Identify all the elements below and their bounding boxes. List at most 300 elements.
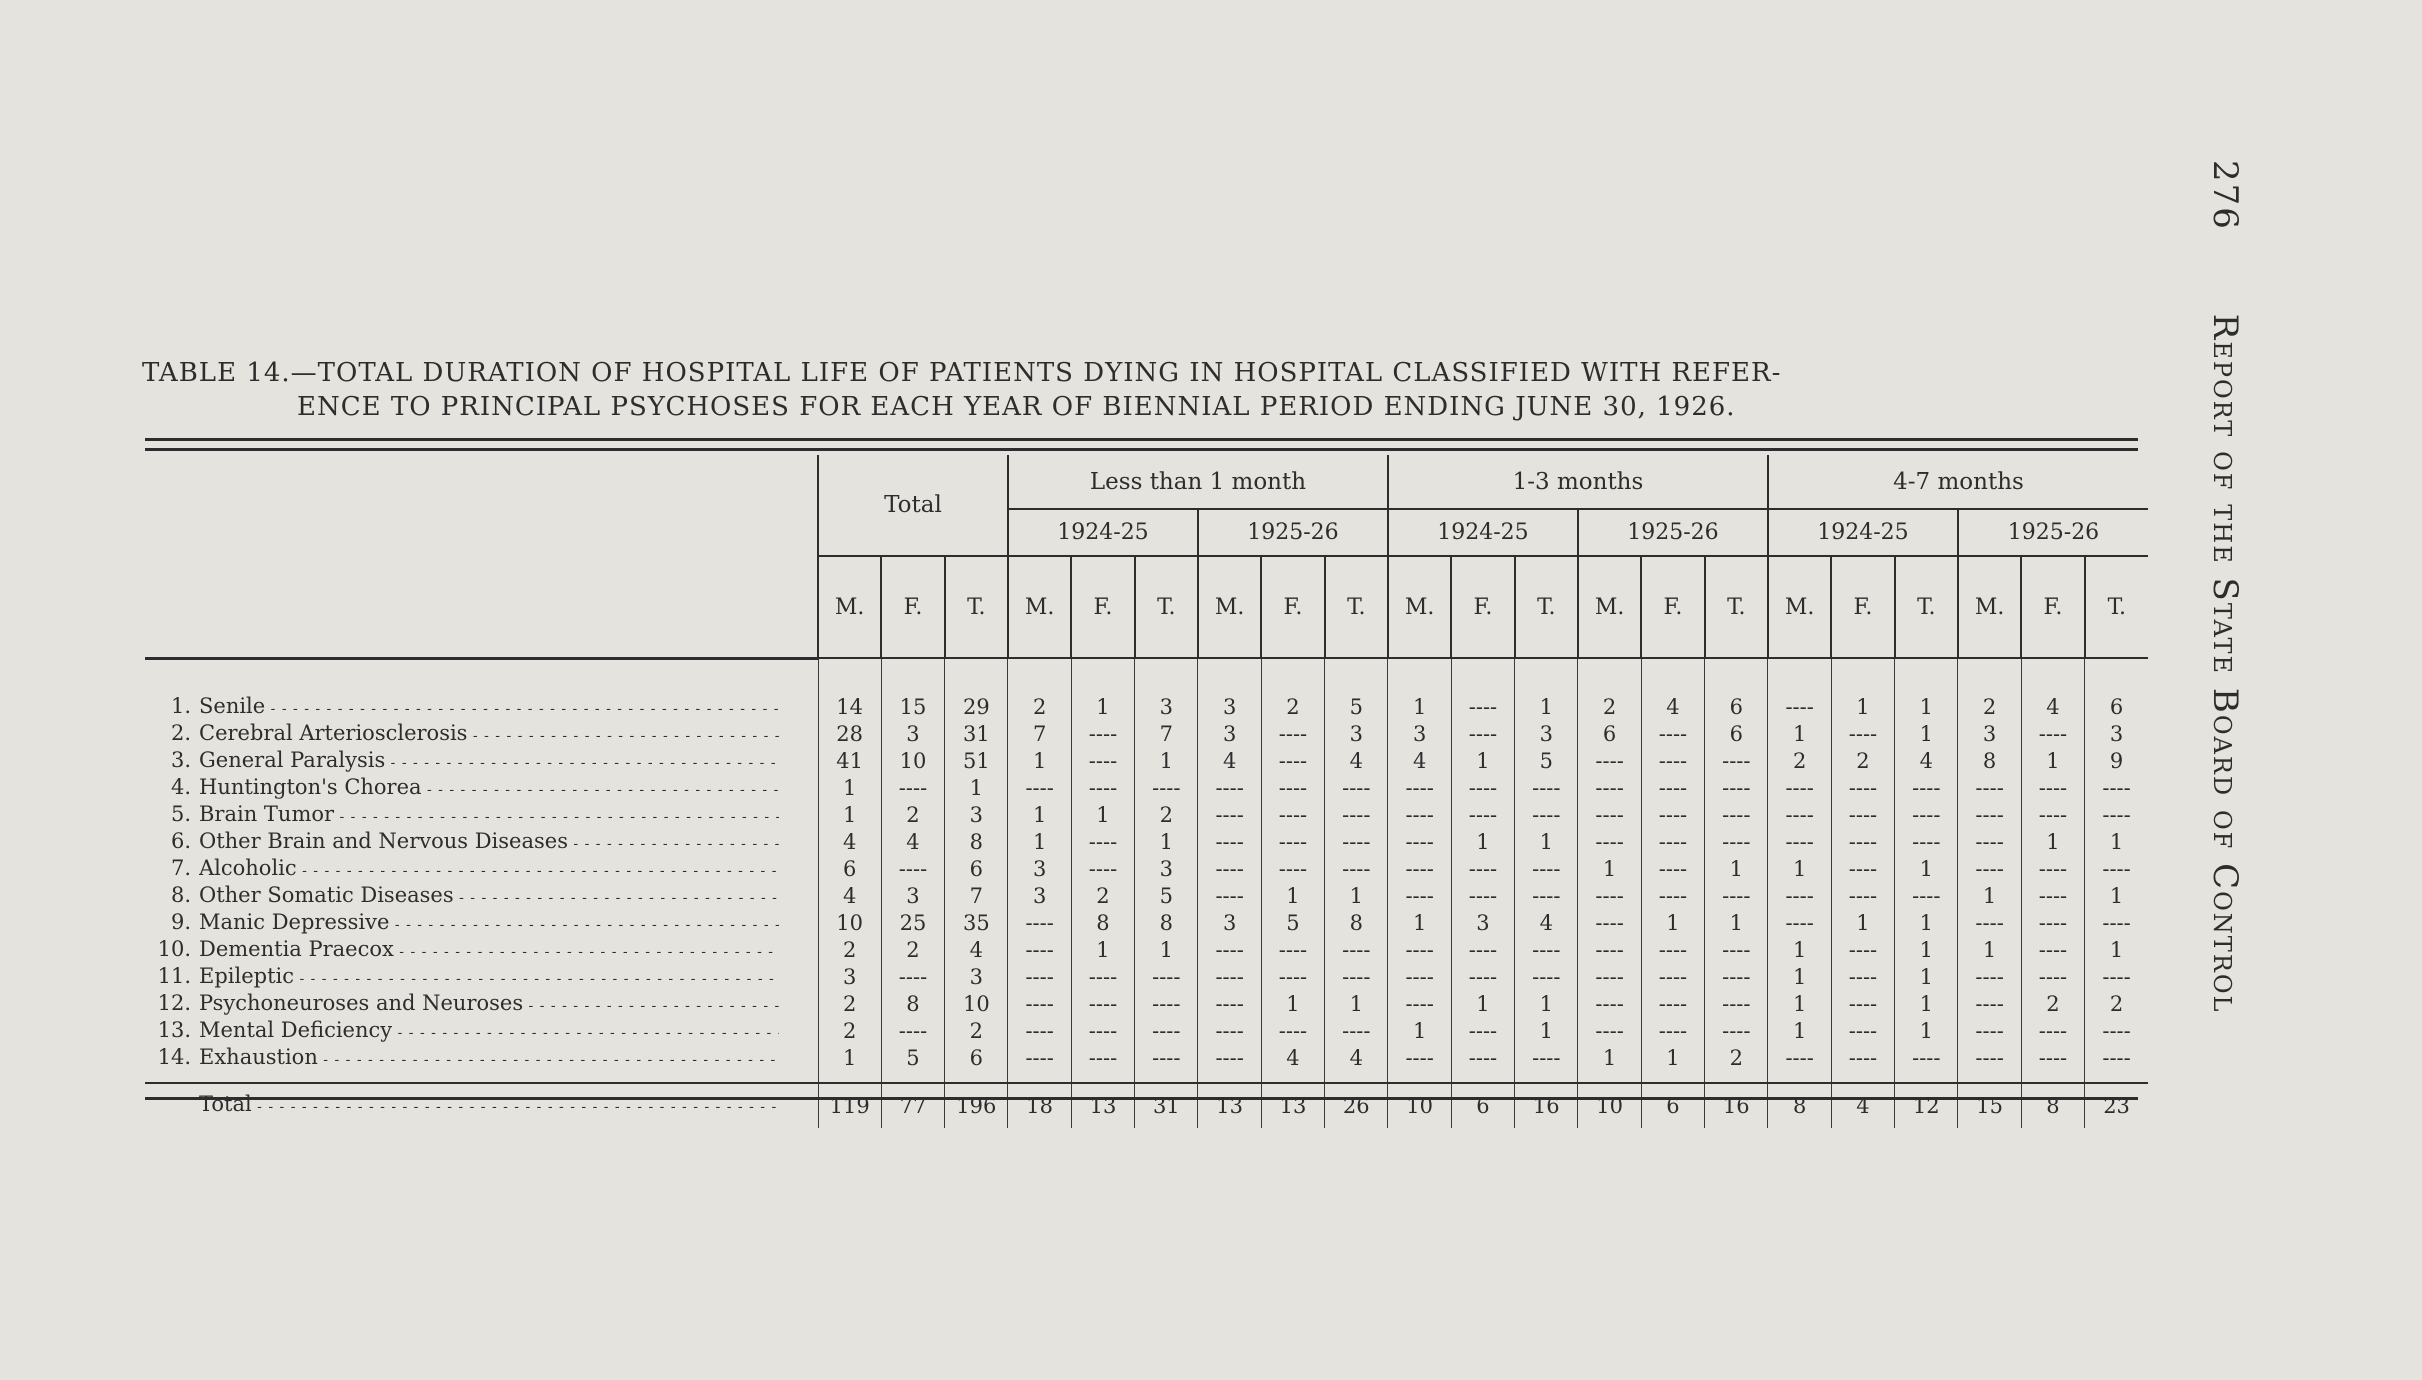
table-cell: 1	[1135, 937, 1198, 964]
table-cell: ----	[1705, 964, 1768, 991]
row-label	[145, 910, 818, 937]
table-cell: 7	[1135, 721, 1198, 748]
column-subheader: F.	[1071, 556, 1134, 658]
spacer-cell	[2085, 1072, 2148, 1083]
table-row	[145, 910, 2148, 937]
table-row	[145, 775, 2148, 802]
table-cell: ----	[1198, 1045, 1261, 1072]
table-cell: ----	[1768, 910, 1831, 937]
total-cell: 31	[1135, 1083, 1198, 1128]
table-cell: 3	[881, 883, 944, 910]
table-cell: ----	[1388, 883, 1451, 910]
table-cell: ----	[1831, 721, 1894, 748]
table-row	[145, 658, 2148, 721]
table-cell: 2	[881, 937, 944, 964]
group-header: Less than 1 month	[1008, 455, 1388, 509]
row-number: 3.	[170, 747, 191, 772]
table-cell: 1	[2021, 748, 2084, 775]
table-row	[145, 991, 2148, 1018]
table-row	[145, 1018, 2148, 1045]
table-cell: ----	[1135, 1045, 1198, 1072]
table-cell: 2	[818, 991, 881, 1018]
table-cell: 41	[818, 748, 881, 775]
table-cell: 1	[1768, 856, 1831, 883]
table-cell: 4	[945, 937, 1008, 964]
table-cell: 3	[2085, 721, 2148, 748]
table-cell: ----	[1515, 964, 1578, 991]
table-cell: 8	[1071, 910, 1134, 937]
table-cell: 1	[1388, 1018, 1451, 1045]
table-cell: ----	[1578, 829, 1641, 856]
table-cell: ----	[1958, 964, 2021, 991]
column-subheader: M.	[818, 556, 881, 658]
row-label	[145, 883, 818, 910]
table-cell: 7	[1008, 721, 1071, 748]
table-cell: 1	[1895, 991, 1958, 1018]
table-cell: ----	[2021, 964, 2084, 991]
table-cell: ----	[1261, 775, 1324, 802]
table-cell: ----	[1705, 991, 1768, 1018]
table-cell: ----	[1831, 775, 1894, 802]
table-cell: ----	[1641, 964, 1704, 991]
table-cell: 6	[818, 856, 881, 883]
row-label-text: Epileptic - - -	[199, 964, 779, 991]
table-cell: ----	[2021, 883, 2084, 910]
group-header: 1-3 months	[1388, 455, 1768, 509]
table-cell: 1	[1135, 748, 1198, 775]
table-cell: 1	[2021, 829, 2084, 856]
total-cell: 16	[1705, 1083, 1768, 1128]
table-cell: 10	[818, 910, 881, 937]
table-row	[145, 829, 2148, 856]
table-cell: 3	[1198, 721, 1261, 748]
table-cell: 2	[1705, 1045, 1768, 1072]
table-cell: ----	[1071, 856, 1134, 883]
table-cell: 4	[1261, 1045, 1324, 1072]
table-cell: ----	[1831, 1018, 1894, 1045]
table-cell: ----	[2085, 856, 2148, 883]
table-cell: ----	[1768, 658, 1831, 721]
table-cell: ----	[1451, 721, 1514, 748]
table-cell: ----	[1388, 991, 1451, 1018]
table-cell: 5	[1325, 658, 1388, 721]
table-cell: ----	[1451, 883, 1514, 910]
spacer-cell	[1958, 1072, 2021, 1083]
table-cell: 8	[1958, 748, 2021, 775]
spacer-cell	[145, 1072, 818, 1083]
row-number: 8.	[170, 882, 191, 907]
table-cell: ----	[1388, 829, 1451, 856]
table-cell: ----	[1325, 937, 1388, 964]
table-cell: ----	[1008, 775, 1071, 802]
table-cell: ----	[1261, 964, 1324, 991]
row-label-text: Huntington's Chorea - - -	[199, 775, 779, 802]
table-cell: ----	[1071, 964, 1134, 991]
table-cell: 4	[1388, 748, 1451, 775]
table-cell: 10	[881, 748, 944, 775]
table-cell: 1	[1895, 1018, 1958, 1045]
table-header	[145, 455, 2148, 658]
table-cell: 1	[1071, 658, 1134, 721]
row-number: 14.	[157, 1044, 191, 1069]
spacer-cell	[1515, 1072, 1578, 1083]
table-cell: ----	[1705, 829, 1768, 856]
column-subheader: F.	[2021, 556, 2084, 658]
data-table	[145, 455, 2148, 1128]
table-row	[145, 1045, 2148, 1072]
total-cell: 10	[1578, 1083, 1641, 1128]
table-cell: 3	[881, 721, 944, 748]
table-cell: ----	[1515, 1045, 1578, 1072]
table-cell: ----	[1451, 775, 1514, 802]
table-caption	[142, 356, 2138, 424]
table-cell: 4	[1198, 748, 1261, 775]
total-cell: 23	[2085, 1083, 2148, 1128]
total-cell: 13	[1198, 1083, 1261, 1128]
total-label	[145, 1083, 818, 1128]
table-cell: ----	[1261, 937, 1324, 964]
table-cell: 3	[1325, 721, 1388, 748]
period-header: 1924-25	[1008, 509, 1198, 556]
top-double-rule-upper	[145, 438, 2138, 441]
table-cell: 3	[945, 802, 1008, 829]
spacer-cell	[1071, 1072, 1134, 1083]
column-subheader: F.	[1261, 556, 1324, 658]
total-label-text: Total - - -	[199, 1092, 779, 1119]
table-cell: ----	[1071, 748, 1134, 775]
table-cell: ----	[1958, 1018, 2021, 1045]
row-label-text: Exhaustion - - -	[199, 1045, 779, 1072]
table-cell: 2	[1578, 658, 1641, 721]
column-subheader: F.	[1831, 556, 1894, 658]
table-cell: ----	[1641, 1018, 1704, 1045]
row-number: 4.	[170, 774, 191, 799]
table-cell: ----	[1515, 883, 1578, 910]
table-cell: 1	[1958, 937, 2021, 964]
table-cell: ----	[1641, 883, 1704, 910]
total-cell: 196	[945, 1083, 1008, 1128]
table-cell: 4	[881, 829, 944, 856]
table-cell: 1	[1768, 964, 1831, 991]
spacer-cell	[2021, 1072, 2084, 1083]
table-cell: 6	[1578, 721, 1641, 748]
table-cell: ----	[2021, 1045, 2084, 1072]
total-row	[145, 1083, 2148, 1128]
table-cell: 1	[1071, 802, 1134, 829]
row-number: 11.	[157, 963, 191, 988]
table-row	[145, 721, 2148, 748]
table-cell: ----	[1705, 748, 1768, 775]
table-cell: 1	[1451, 991, 1514, 1018]
table-cell: 1	[1895, 937, 1958, 964]
table-cell: ----	[1578, 1018, 1641, 1045]
table-cell: 1	[1008, 802, 1071, 829]
table-cell: 1	[1768, 991, 1831, 1018]
row-label	[145, 937, 818, 964]
table-cell: 8	[1135, 910, 1198, 937]
column-subheader: T.	[1705, 556, 1768, 658]
table-cell: 1	[1768, 937, 1831, 964]
table-cell: 5	[1135, 883, 1198, 910]
table-cell: ----	[2085, 1045, 2148, 1072]
total-cell: 26	[1325, 1083, 1388, 1128]
table-cell: 1	[1641, 910, 1704, 937]
table-cell: 1	[2085, 937, 2148, 964]
table-cell: 2	[1831, 748, 1894, 775]
total-cell: 8	[2021, 1083, 2084, 1128]
table-cell: ----	[1325, 1018, 1388, 1045]
table-cell: ----	[1958, 829, 2021, 856]
table-cell: ----	[1451, 937, 1514, 964]
table-cell: ----	[1388, 937, 1451, 964]
table-cell: ----	[1135, 991, 1198, 1018]
group-header: 4-7 months	[1768, 455, 2148, 509]
table-cell: 1	[1515, 829, 1578, 856]
table-row	[145, 883, 2148, 910]
table-cell: 1	[1705, 910, 1768, 937]
spacer-cell	[1388, 1072, 1451, 1083]
table-cell: 2	[945, 1018, 1008, 1045]
table-cell: ----	[1325, 802, 1388, 829]
table-cell: 5	[1261, 910, 1324, 937]
table-cell: ----	[1451, 658, 1514, 721]
table-cell: 1	[818, 1045, 881, 1072]
table-cell: ----	[2085, 1018, 2148, 1045]
row-number: 2.	[170, 720, 191, 745]
row-label	[145, 775, 818, 802]
top-double-rule-lower	[145, 448, 2138, 451]
row-label	[145, 964, 818, 991]
table-cell: ----	[1641, 856, 1704, 883]
table-cell: 7	[945, 883, 1008, 910]
table-cell: ----	[1261, 721, 1324, 748]
table-row	[145, 856, 2148, 883]
group-header: Total	[818, 455, 1008, 556]
table-cell: ----	[1705, 883, 1768, 910]
table-cell: 3	[1008, 883, 1071, 910]
caption-line-2: ENCE TO PRINCIPAL PSYCHOSES FOR EACH YEAR OF BIENNIAL PERIOD ENDING JUNE 30, 1926.	[297, 392, 1736, 422]
table-cell: ----	[1831, 991, 1894, 1018]
table-cell: ----	[1831, 856, 1894, 883]
row-label-text: Cerebral Arteriosclerosis - - -	[199, 721, 779, 748]
table-cell: ----	[1451, 1018, 1514, 1045]
period-header: 1925-26	[1958, 509, 2148, 556]
row-number: 7.	[170, 855, 191, 880]
table-cell: 4	[1895, 748, 1958, 775]
row-label	[145, 802, 818, 829]
table-cell: ----	[1451, 964, 1514, 991]
row-label-text: Other Brain and Nervous Diseases - - -	[199, 829, 779, 856]
table-cell: 35	[945, 910, 1008, 937]
row-label-text: Dementia Praecox - - -	[199, 937, 779, 964]
table-cell: ----	[1388, 856, 1451, 883]
table-cell: ----	[1515, 937, 1578, 964]
spacer-cell	[1261, 1072, 1324, 1083]
total-cell: 18	[1008, 1083, 1071, 1128]
table-cell: ----	[1008, 1018, 1071, 1045]
table-cell: 6	[945, 1045, 1008, 1072]
spacer-cell	[1008, 1072, 1071, 1083]
table-cell: 8	[945, 829, 1008, 856]
table-cell: 8	[881, 991, 944, 1018]
table-cell: 8	[1325, 910, 1388, 937]
spacer-cell	[1831, 1072, 1894, 1083]
column-subheader: M.	[1578, 556, 1641, 658]
table-cell: ----	[1831, 937, 1894, 964]
total-cell: 15	[1958, 1083, 2021, 1128]
total-cell: 8	[1768, 1083, 1831, 1128]
running-head	[2155, 160, 2335, 1160]
table-cell: 4	[1515, 910, 1578, 937]
table-cell: 3	[1515, 721, 1578, 748]
table-cell: ----	[1135, 775, 1198, 802]
spacer-cell	[818, 1072, 881, 1083]
spacer-cell	[945, 1072, 1008, 1083]
spacer-cell	[1325, 1072, 1388, 1083]
table-cell: ----	[2085, 802, 2148, 829]
table-cell: ----	[1768, 883, 1831, 910]
table-cell: ----	[2021, 910, 2084, 937]
running-head-title: Report of the State Board of Control	[2205, 313, 2245, 1014]
table-cell: ----	[2085, 964, 2148, 991]
table-cell: 3	[1198, 658, 1261, 721]
table-cell: ----	[1071, 775, 1134, 802]
spacer-cell	[1135, 1072, 1198, 1083]
table-cell: ----	[1895, 829, 1958, 856]
total-cell: 16	[1515, 1083, 1578, 1128]
spacer-cell	[881, 1072, 944, 1083]
table-cell: ----	[1705, 802, 1768, 829]
table-cell: 3	[945, 964, 1008, 991]
spacer-cell	[1768, 1072, 1831, 1083]
spacer-cell	[1895, 1072, 1958, 1083]
table-cell: 1	[1578, 856, 1641, 883]
column-subheader: F.	[881, 556, 944, 658]
table-cell: 1	[1388, 658, 1451, 721]
table-cell: 1	[1641, 1045, 1704, 1072]
table-row	[145, 802, 2148, 829]
table-cell: 2	[1135, 802, 1198, 829]
table-cell: ----	[1198, 829, 1261, 856]
table-cell: 1	[1768, 721, 1831, 748]
table-cell: ----	[1705, 775, 1768, 802]
table-cell: ----	[1135, 964, 1198, 991]
table-cell: ----	[1958, 1045, 2021, 1072]
table-cell: ----	[2021, 775, 2084, 802]
column-subheader: M.	[1958, 556, 2021, 658]
table-cell: ----	[2085, 910, 2148, 937]
table-cell: 2	[2021, 991, 2084, 1018]
table-cell: ----	[1958, 856, 2021, 883]
table-cell: 1	[818, 775, 881, 802]
table-cell: 1	[1451, 748, 1514, 775]
table-cell: ----	[2085, 775, 2148, 802]
row-label	[145, 721, 818, 748]
total-cell: 6	[1451, 1083, 1514, 1128]
table-cell: 4	[818, 829, 881, 856]
table-cell: 6	[1705, 658, 1768, 721]
table-cell: ----	[1958, 991, 2021, 1018]
table-cell: ----	[1831, 964, 1894, 991]
table-cell: ----	[2021, 856, 2084, 883]
total-cell: 13	[1261, 1083, 1324, 1128]
column-subheader: T.	[2085, 556, 2148, 658]
row-label-text: Manic Depressive - - -	[199, 910, 779, 937]
table-cell: 1	[1831, 910, 1894, 937]
table-cell: 1	[1958, 883, 2021, 910]
table-cell: 1	[2085, 883, 2148, 910]
table-cell: 1	[1008, 829, 1071, 856]
table-cell: ----	[2021, 1018, 2084, 1045]
bottom-rule	[145, 1097, 2138, 1100]
spacer-row	[145, 1072, 2148, 1083]
table-cell: 51	[945, 748, 1008, 775]
table-cell: ----	[1578, 883, 1641, 910]
table-cell: ----	[1451, 1045, 1514, 1072]
table-cell: ----	[1641, 937, 1704, 964]
spacer-cell	[1451, 1072, 1514, 1083]
table-cell: 1	[1261, 991, 1324, 1018]
column-subheader: M.	[1768, 556, 1831, 658]
table-cell: ----	[1641, 829, 1704, 856]
table-cell: ----	[1578, 964, 1641, 991]
table-cell: ----	[1641, 748, 1704, 775]
row-number: 9.	[170, 909, 191, 934]
table-cell: ----	[1641, 991, 1704, 1018]
table-cell: 2	[881, 802, 944, 829]
table-row	[145, 937, 2148, 964]
table-cell: 9	[2085, 748, 2148, 775]
table-cell: 1	[1325, 991, 1388, 1018]
table-cell: ----	[881, 775, 944, 802]
table-cell: 1	[1071, 937, 1134, 964]
table-cell: 1	[1895, 910, 1958, 937]
caption-line-1: TABLE 14.—TOTAL DURATION OF HOSPITAL LIFE OF PATIENTS DYING IN HOSPITAL CLASSIFIED WITH REFER-	[142, 358, 1782, 388]
spacer-cell	[1578, 1072, 1641, 1083]
table-cell: ----	[1071, 829, 1134, 856]
table-cell: ----	[1388, 1045, 1451, 1072]
table-cell: ----	[1261, 829, 1324, 856]
table-cell: 1	[1261, 883, 1324, 910]
table-cell: 1	[1831, 658, 1894, 721]
period-header: 1924-25	[1388, 509, 1578, 556]
table-cell: 14	[818, 658, 881, 721]
column-subheader: M.	[1008, 556, 1071, 658]
table-cell: ----	[1641, 775, 1704, 802]
column-subheader: F.	[1641, 556, 1704, 658]
table-cell: 1	[1515, 1018, 1578, 1045]
table-cell: 5	[1515, 748, 1578, 775]
table-cell: 2	[1768, 748, 1831, 775]
table-cell: ----	[1958, 775, 2021, 802]
table-cell: 1	[1895, 658, 1958, 721]
table-cell: 1	[1895, 721, 1958, 748]
table-cell: 1	[818, 802, 881, 829]
table-cell: 1	[1008, 748, 1071, 775]
row-label-text: Psychoneuroses and Neuroses - - -	[199, 991, 779, 1018]
table-cell: ----	[1705, 937, 1768, 964]
table-cell: ----	[1388, 802, 1451, 829]
table-cell: ----	[1578, 802, 1641, 829]
row-label	[145, 1018, 818, 1045]
table-cell: ----	[1261, 748, 1324, 775]
table-cell: ----	[1008, 991, 1071, 1018]
table-cell: ----	[1578, 748, 1641, 775]
table-cell: 1	[1515, 991, 1578, 1018]
row-number: 12.	[157, 990, 191, 1015]
column-subheader: M.	[1198, 556, 1261, 658]
table-cell: ----	[1325, 829, 1388, 856]
